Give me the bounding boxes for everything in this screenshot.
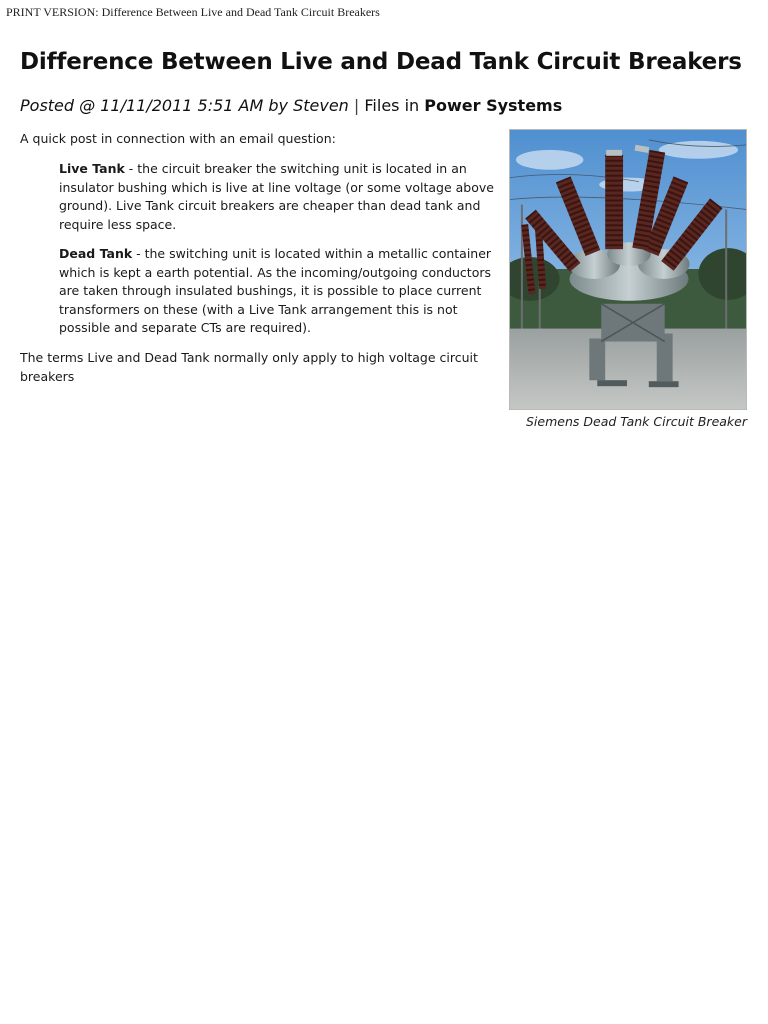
live-tank-text: - the circuit breaker the switching unit is located in an insulator bushing which is live at line voltage (or some voltage above ground). Live Tank circuit breakers are cheaper than dead tank and require less space. [59,161,494,232]
breaker-photo-illustration [510,130,746,409]
intro-paragraph: A quick post in connection with an email question: [20,131,336,146]
figure-caption: Siemens Dead Tank Circuit Breaker [526,414,747,429]
category-link[interactable]: Power Systems [424,96,563,115]
files-in-label: Files in [364,96,420,115]
post-meta [20,96,562,115]
breaker-photo [509,129,747,410]
closing-paragraph: The terms Live and Dead Tank normally only apply to high voltage circuit breakers [20,350,478,384]
live-tank-term: Live Tank [59,161,125,176]
dead-tank-term: Dead Tank [59,246,133,261]
page-title: Difference Between Live and Dead Tank Circuit Breakers [20,49,742,75]
dead-tank-definition [59,245,504,338]
print-header: PRINT VERSION: Difference Between Live and Dead Tank Circuit Breakers [6,5,380,19]
live-tank-definition [59,160,504,234]
meta-separator: | [353,96,360,115]
dead-tank-text: - the switching unit is located within a metallic container which is kept a earth potential. As the incoming/outgoing conductors are taken through insulated bushings, it is possible to place current transformers on these (with a Live Tank arrangement this is not possible and separate CTs are required). [59,246,492,335]
posted-by: Posted @ 11/11/2011 5:51 AM by Steven [20,96,349,115]
